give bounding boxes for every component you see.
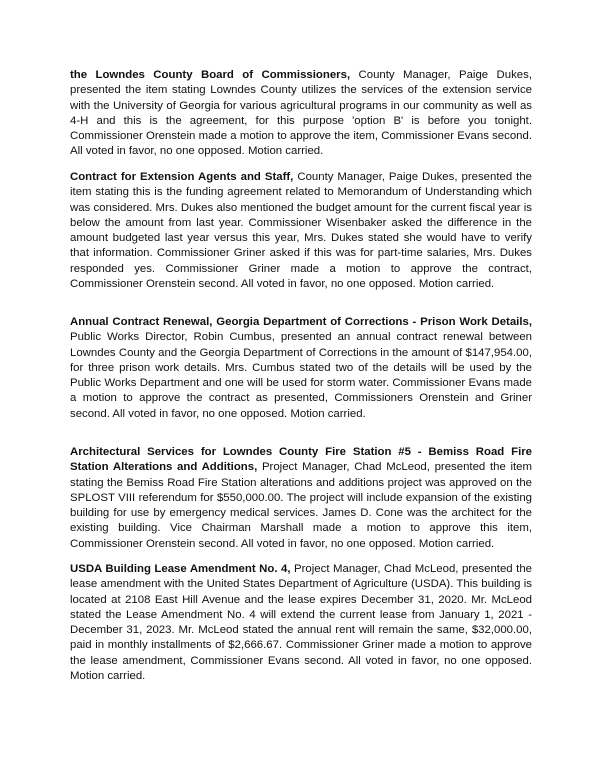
minutes-paragraph-prison-work-details [70, 315, 532, 422]
agenda-item-heading: Architectural Services for Lowndes County Fire Station #5 - Bemiss Road Fire Station Alterations and Additions, [70, 446, 532, 474]
minutes-paragraph-extension-service [70, 68, 532, 160]
agenda-item-body: Project Manager, Chad McLeod, presented the lease amendment with the United States Department of Agriculture (USDA). This building is located at 2108 East Hill Avenue and the lease expires December 31, 2020. Mr. McLeod stated the Lease Amendment No. 4 will extend the current lease from January 1, 2021 - December 31, 2023. Mr. McLeod stated the annual rent will remain the same, $32,000.00, paid in monthly installments of $2,666.67. Commissioner Griner made a motion to approve the lease amendment, Commissioner Evans second. All voted in favor, no one opposed. Motion carried. [70, 563, 532, 683]
agenda-item-heading: Annual Contract Renewal, Georgia Department of Corrections - Prison Work Details, [70, 316, 532, 328]
agenda-item-body: Project Manager, Chad McLeod, presented the item stating the Bemiss Road Fire Station alterations and additions project was approved on the SPLOST VIII referendum for $550,000.00. The project will include expansion of the existing building for use by emergency medical services. James D. Cone was the architect for the existing building. Vice Chairman Marshall made a motion to approve this item, Commissioner Orenstein second. All voted in favor, no one opposed. Motion carried. [70, 461, 532, 550]
agenda-item-body: Public Works Director, Robin Cumbus, presented an annual contract renewal between Lowndes County and the Georgia Department of Corrections in the amount of $147,954.00, for three prison work details. Mrs. Cumbus stated two of the details will be used by the Public Works Department and one will be used for storm water. Commissioner Evans made a motion to approve the contract as presented, Commissioners Orenstein and Griner second. All voted in favor, no one opposed. Motion carried. [70, 331, 532, 420]
agenda-item-heading: USDA Building Lease Amendment No. 4, [70, 563, 291, 575]
agenda-item-heading: Contract for Extension Agents and Staff, [70, 171, 294, 183]
minutes-paragraph-usda-lease [70, 562, 532, 684]
minutes-paragraph-fire-station-5 [70, 445, 532, 552]
agenda-item-body: County Manager, Paige Dukes, presented the item stating Lowndes County utilizes the services of the extension service with the University of Georgia for various agricultural programs in our community as well as 4-H and this is the agreement, for this purpose 'option B' is before you tonight. Commissioner Orenstein made a motion to approve the item, Commissioner Evans second. All voted in favor, no one opposed. Motion carried. [70, 69, 532, 158]
agenda-item-body: County Manager, Paige Dukes, presented the item stating this is the funding agreement related to Memorandum of Understanding which was considered. Mrs. Dukes also mentioned the budget amount for the current fiscal year is below the amount from last year. Commissioner Wisenbaker asked the difference in the amount budgeted last year versus this year, Mrs. Dukes stated she would have to verify that information. Commissioner Griner asked if this was for part-time salaries, Mrs. Dukes responded yes. Commissioner Griner made a motion to approve the contract, Commissioner Orenstein second. All voted in favor, no one opposed. Motion carried. [70, 171, 532, 291]
minutes-paragraph-extension-agents [70, 170, 532, 292]
agenda-item-heading: the Lowndes County Board of Commissioners, [70, 69, 351, 81]
